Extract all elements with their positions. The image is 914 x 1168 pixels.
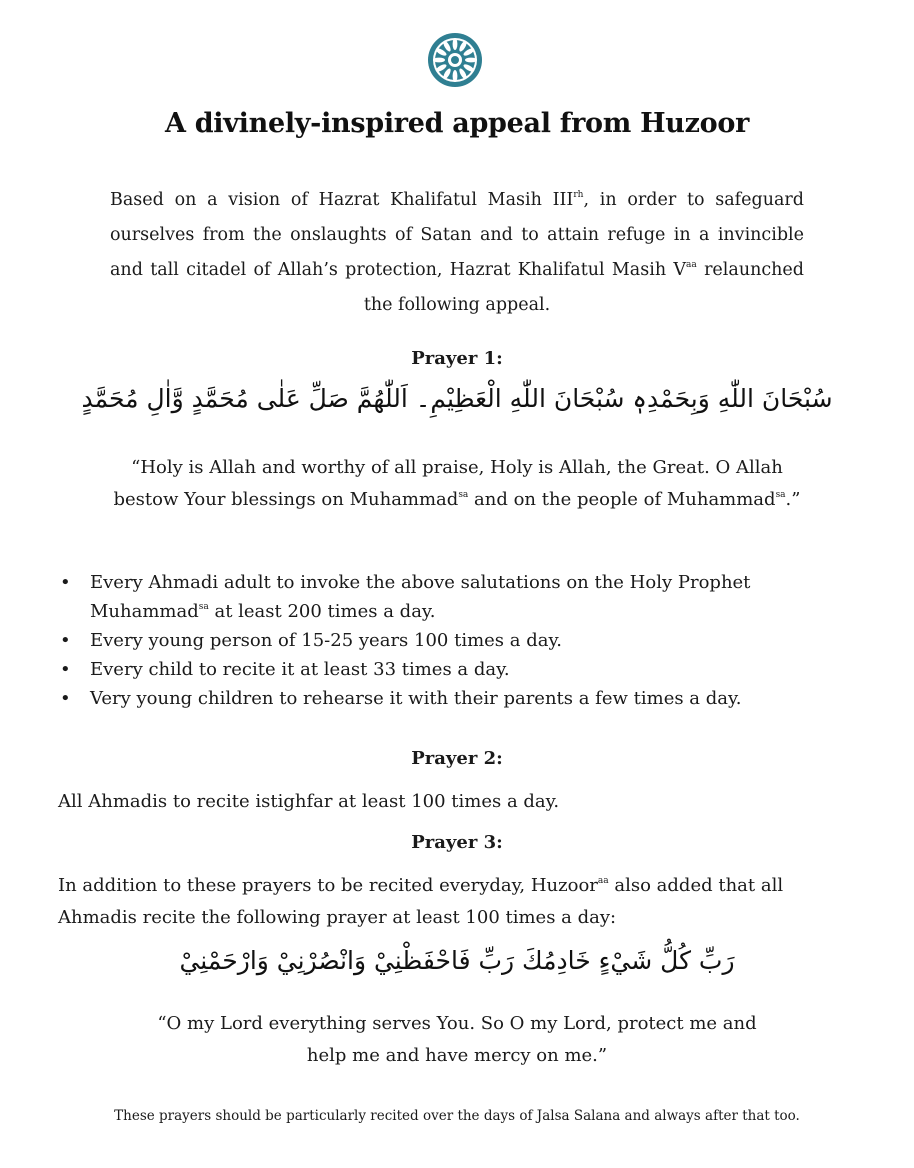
list-item: • Every Ahmadi adult to invoke the above salutations on the Holy Prophet Muhammad$^{sa}$ at least 200 times a day. [60,568,860,626]
prayer1-arabic: سُبْحَانَ اللّٰهِ وَبِحَمْدِهٖ سُبْحَانَ اللّٰهِ الْعَظِيْمِ۔ اَللّٰهُمَّ صَلِّ عَلٰى مُحَمَّدٍ وَّاٰلِ مُحَمَّدٍ [81,384,833,413]
prayer1-translation: “Holy is Allah and worthy of all praise, Holy is Allah, the Great. O Allah bestow Your blessings on Muhammad$^{sa}$ and on the people of Muhammad$^{sa}$.” [113,457,801,510]
list-item: • Every young person of 15-25 years 100 times a day. [60,626,860,655]
honorific-aa: aa [686,260,697,270]
page-title: A divinely-inspired appeal from Huzoor [164,108,749,139]
prayer3-arabic: رَبِّ كُلُّ شَيْءٍ خَادِمُكَ رَبِّ فَاحْفَظْنِيْ وَانْصُرْنِيْ وَارْحَمْنِيْ [179,946,735,975]
honorific-rh: rh [573,190,584,200]
footer-note: These prayers should be particularly recited over the days of Jalsa Salana and always after that too. [114,1108,800,1124]
prayer1-heading: Prayer 1: [411,348,503,369]
prayer3-heading: Prayer 3: [411,832,503,853]
prayer2-heading: Prayer 2: [411,748,503,769]
logo-icon [427,32,483,88]
prayer1-instructions [60,568,860,713]
prayer3-text: In addition to these prayers to be recited everyday, Huzoor$^{aa}$ also added that all Ahmadis recite the following prayer at least 100 times a day: [58,875,784,928]
intro-paragraph: Based on a vision of Hazrat Khalifatul Masih $III^{rh}$, in order to safeguard ourselves from the onslaughts of Satan and to attain refuge in a invincible and tall citadel of Allah’s protection, Hazrat Khalifatul Masih $V^{aa}$ relaunched the following appeal. [110,190,804,315]
list-item: • Very young children to rehearse it with their parents a few times a day. [60,684,860,713]
prayer2-text: All Ahmadis to recite istighfar at least 100 times a day. [58,791,560,812]
list-item: • Every child to recite it at least 33 times a day. [60,655,860,684]
prayer3-translation: “O my Lord everything serves You. So O my Lord, protect me and help me and have mercy on me.” [157,1013,757,1066]
